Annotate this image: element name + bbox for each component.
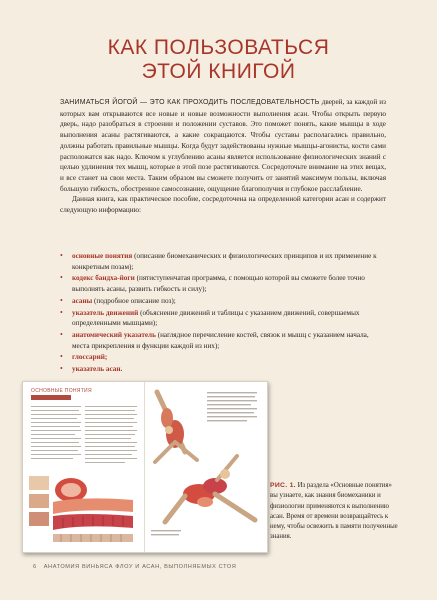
list-item [60,273,386,294]
list-item [60,308,386,329]
list-description: (объяснение движений и таблицы с указанием движений, совершаемых определенными мышцами); [72,308,360,328]
book-spread-figure [22,381,268,553]
page-title-line-2: ЭТОЙ КНИГОЙ [141,60,296,83]
running-title: АНАТОМИЯ ВИНЬЯСА ФЛОУ И АСАН, ВЫПОЛНЯЕМЫХ СТОЯ [43,564,237,570]
bullet-icon: • [60,251,63,260]
bullet-icon: • [60,329,63,339]
list-item [60,352,386,363]
intro-paragraph-2: Данная книга, как практическое пособие, сосредоточена на определенной категории асан и содержит следующую информацию: [60,195,386,215]
muscle-fiber-illustration [23,466,144,552]
intro-paragraph-1 [60,97,386,194]
list-term: кодекс бандха-йоги [72,274,135,283]
intro-lead: ЗАНИМАТЬСЯ ЙОГОЙ — ЭТО КАК ПРОХОДИТЬ ПОСЛЕДОВАТЕЛЬНОСТЬ [60,99,320,106]
list-item [60,251,386,272]
list-item [60,296,386,307]
bullet-icon: • [60,364,63,374]
figure-caption-text: Из раздела «Основные понятия» вы узнаете, как знания биомеханики и физиологии применяются к выполнению асан. Время от времени возвращайтесь к нему, чтобы освежить в памяти полученные знания. [270,482,398,541]
intro-paragraph-1-body: дверей, за каждой из которых вам открываются все новые и новые возможности выполнения асан. Чтобы открыть первую дверь, надо разобраться в строении и положении суставов. Это поможет понять, какие мышцы в ходе выполнения асаны растягиваются, а какие сокращаются. Чтобы суставы располагались правильно, должны работать правильные мышцы. Когда будут задействованы нужные мышцы-агонисты, кости сами расположатся как надо. Ключом к углублению асаны является использование физиологических знаний с целью удлинения тех мышц, которые в этой позе растягиваются. Сосредоточьте внимание на этих вещах, и все станет на свои места. Таким образом вы сможете получить от занятий максимум пользы, включая большую гибкость, обостренное самосознание, ощущение благополучия и глубокое расслабление. [60,98,386,193]
list-term: анатомический указатель [72,330,156,339]
list-term: основные понятия [72,252,133,260]
page-number: 6 [33,564,37,570]
list-term: глоссарий; [72,353,108,362]
spread-subheading-bar [31,395,71,400]
spread-mini-heading: ОСНОВНЫЕ ПОНЯТИЯ [31,388,92,394]
list-item [60,364,386,375]
yoga-pose-illustrations [145,382,266,552]
bullet-icon: • [60,273,63,283]
page-title [0,36,437,84]
contents-list [60,251,386,376]
bullet-icon: • [60,352,63,362]
spread-right-page [145,382,266,552]
list-description: (пятиступенчатая программа, с помощью которой вы сможете более точно выполнять асаны, развить гибкость и силу); [72,274,365,294]
intro-text [60,97,386,216]
bullet-icon: • [60,307,63,317]
list-term: асаны [72,296,93,305]
page-footer [33,564,236,570]
bullet-icon: • [60,295,63,305]
spread-left-page [23,382,145,552]
page-title-line-1: КАК ПОЛЬЗОВАТЬСЯ [107,36,330,59]
list-term: указатель движений [72,308,139,317]
list-item [60,330,386,351]
list-description: (описание биомеханических и физиологических принципов и их применение к конкретным позам); [72,252,377,271]
list-description: (наглядное перечисление костей, связок и мышц с указанием начала, места прикрепления и функции каждой из них); [72,330,369,350]
figure-label: РИС. 1. [270,482,296,489]
figure-caption [270,481,398,543]
list-description: (подробное описание поз); [92,296,176,305]
list-term: указатель асан. [72,365,123,374]
